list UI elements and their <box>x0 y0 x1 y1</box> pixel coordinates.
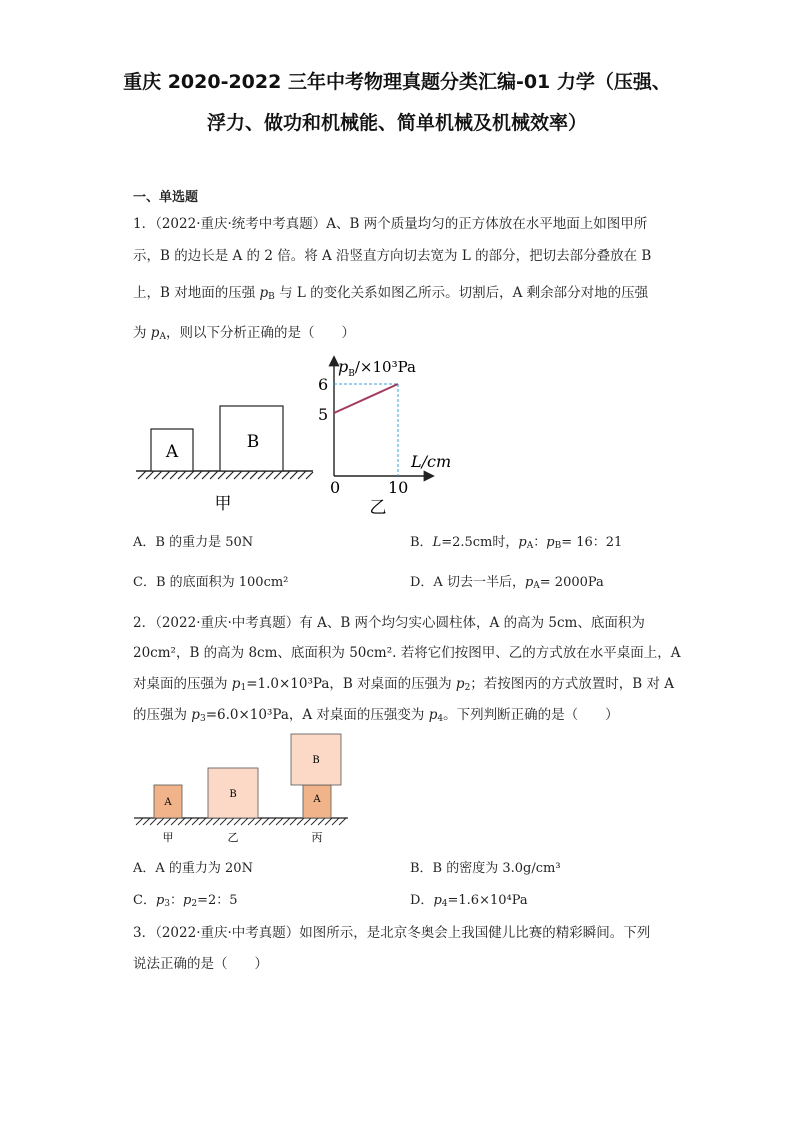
q2-yi-block-b-label: B <box>229 789 237 800</box>
tick-5: 5 <box>318 405 329 424</box>
q2-option-b[interactable]: B．B 的密度为 3.0g/cm³ <box>410 861 561 876</box>
q2-stem-line-1: 2．（2022·重庆·中考真题）有 A、B 两个均匀实心圆柱体，A 的高为 5cm、底面积为 <box>133 615 645 631</box>
q2-bing-block-a-label: A <box>313 794 321 805</box>
q2-stem-line-4: 的压强为 $p_3=6.0\times 10^3Pa$，A 对桌面的压强变为 $p_4$。下列判断正确的是（ ） <box>133 707 619 724</box>
q1-label-jia: 甲 <box>214 494 232 514</box>
doc-title-line-1: 重庆 2020-2022 三年中考物理真题分类汇编-01 力学（压强、 <box>123 71 671 93</box>
q1-option-c[interactable]: C．B 的底面积为 100cm² <box>133 575 289 590</box>
q1-block-a-label: A <box>165 442 179 462</box>
q1-stem-line-4: 为 $p_A$，则以下分析正确的是（ ） <box>133 325 355 342</box>
q3-stem-line-2: 说法正确的是（ ） <box>133 956 268 972</box>
tick-10: 10 <box>388 478 409 497</box>
q2-jia-block-a-label: A <box>164 797 172 808</box>
q2-stem-line-2: 20cm²，B 的高为 8cm、底面积为 50cm². 若将它们按图甲、乙的方式放在水平桌面上，A <box>133 645 681 661</box>
q1-stem-line-1: 1．（2022·重庆·统考中考真题）A、B 两个质量均匀的正方体放在水平地面上如图甲所 <box>133 216 648 232</box>
tick-6: 6 <box>318 375 329 394</box>
q2-bing-block-b-label: B <box>312 755 320 766</box>
q2-option-c[interactable]: C．$p_3$：$p_2=2$：5 <box>133 893 238 909</box>
q1-option-d[interactable]: D．A 切去一半后，$p_A= 2000Pa$ <box>410 575 604 591</box>
q1-stem-line-2: 示，B 的边长是 A 的 2 倍。将 A 沿竖直方向切去宽为 L 的部分，把切去部分叠放在 B <box>133 248 652 264</box>
q2-stem-line-3: 对桌面的压强为 $p_1=1.0\times 10^3Pa$，B 对桌面的压强为 $p_2$；若按图丙的方式放置时，B 对 A <box>133 676 675 693</box>
q2-label-bing: 丙 <box>311 831 323 844</box>
q2-figure <box>130 730 360 848</box>
q1-option-a[interactable]: A．B 的重力是 50N <box>133 535 254 550</box>
q3-stem-line-1: 3．（2022·重庆·中考真题）如图所示，是北京冬奥会上我国健儿比赛的精彩瞬间。下列 <box>133 925 651 941</box>
q2-label-yi: 乙 <box>227 831 239 844</box>
tick-0: 0 <box>330 478 341 497</box>
q1-figure-yi-graph <box>312 350 452 518</box>
pb-vs-l-line <box>334 384 398 413</box>
q2-label-jia: 甲 <box>162 831 174 844</box>
x-axis-label: L/cm <box>411 452 452 471</box>
q1-label-yi: 乙 <box>369 498 387 518</box>
section-heading: 一、单选题 <box>133 190 199 205</box>
y-axis-label: $p_B/\times 10^3Pa$ <box>338 357 416 379</box>
q1-block-b-label: B <box>246 432 260 452</box>
doc-title-line-2: 浮力、做功和机械能、简单机械及机械效率） <box>206 112 587 134</box>
q2-option-d[interactable]: D．$p_4=1.6\times 10^4Pa$ <box>410 893 528 909</box>
q1-figure-jia <box>130 395 320 515</box>
q1-stem-line-3: 上，B 对地面的压强 $p_B$ 与 L 的变化关系如图乙所示。切割后，A 剩余部分对地的压强 <box>133 285 649 302</box>
q1-option-b[interactable]: B．L=2.5cm时，$p_A$：$p_B= 16$：21 <box>410 535 623 551</box>
q2-option-a[interactable]: A．A 的重力为 20N <box>133 861 253 876</box>
